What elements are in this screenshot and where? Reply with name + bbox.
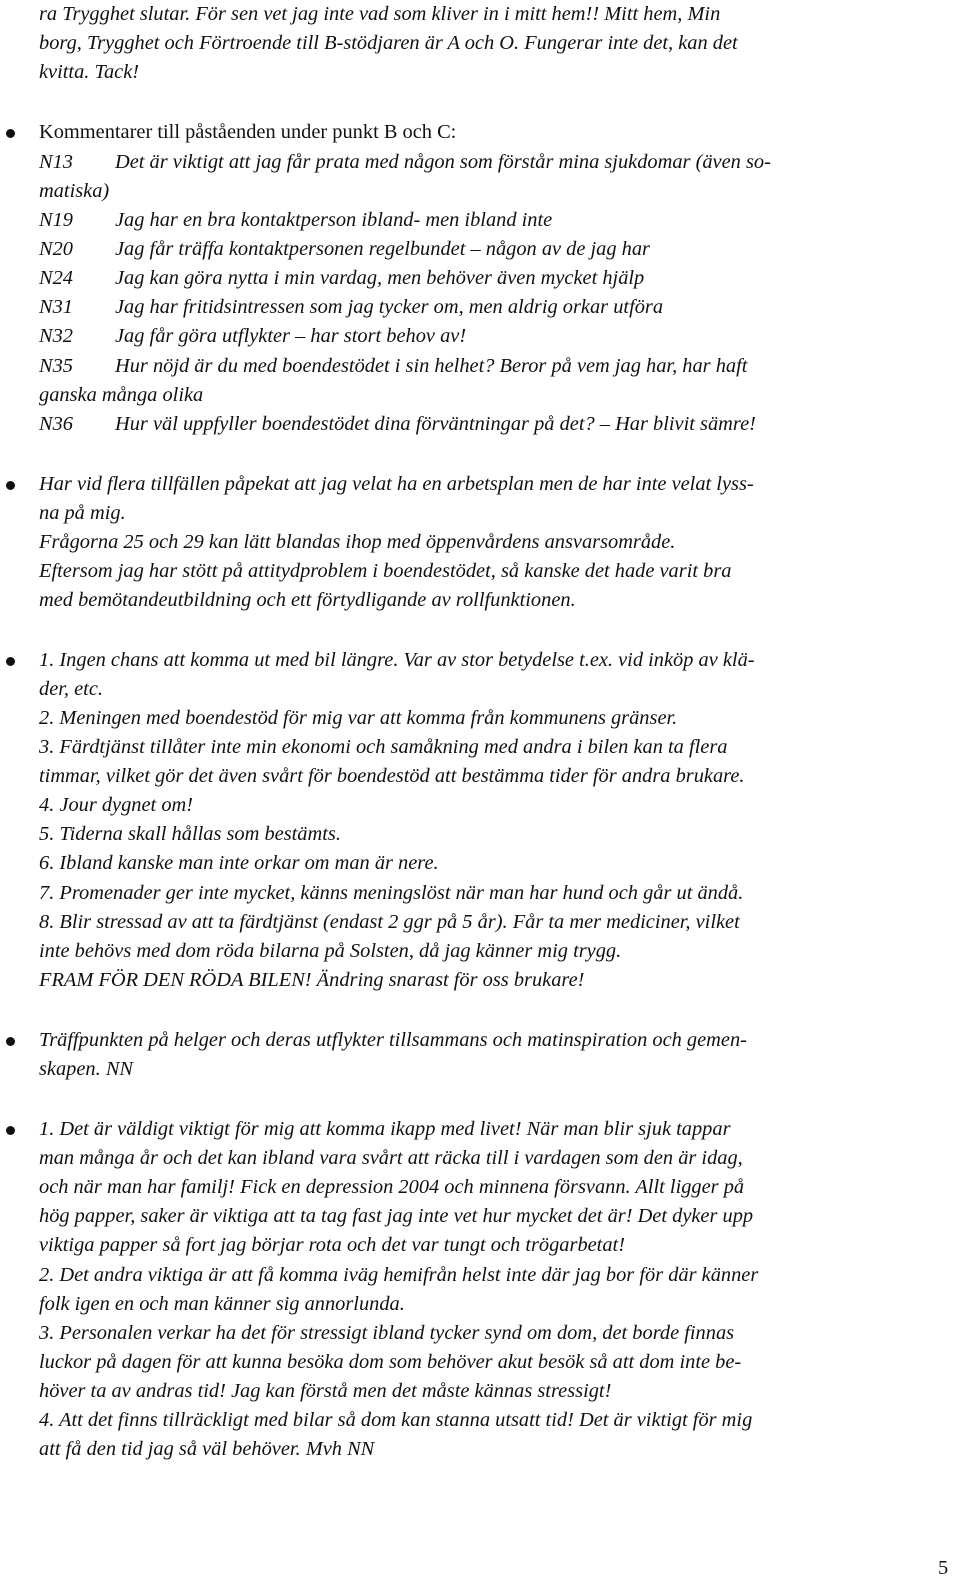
text-segment: Kommentarer till påståenden under punkt B och C: [39, 121, 457, 143]
text-line [39, 381, 203, 410]
text-line [39, 1319, 734, 1348]
text-line [39, 410, 756, 439]
text-segment: Beror på vem jag har, har haft [499, 355, 748, 377]
text-segment: luckor på dagen för att kunna besöka dom som behöver akut besök så att dom inte be- [39, 1351, 742, 1373]
text-line [39, 937, 621, 966]
text-line [39, 586, 576, 615]
text-segment: Jag får göra utflykter – har stort behov av! [115, 325, 467, 347]
text-segment: inte behövs med dom röda bilarna på Solsten, då jag känner mig trygg. [39, 940, 622, 962]
text-segment: kvitta. Tack! [39, 61, 140, 83]
text-segment: 2. Det andra viktiga är att få komma iväg hemifrån helst inte där jag bor för där känner [39, 1264, 759, 1286]
text-segment: timmar, vilket gör det även svårt för boendestöd att bestämma tider för andra brukare. [39, 765, 745, 787]
text-line [39, 352, 747, 381]
text-segment: höver ta av andras tid! Jag kan förstå men det måste kännas stressigt! [39, 1380, 612, 1402]
text-line [39, 206, 552, 235]
text-line [39, 1377, 611, 1406]
text-segment: Jag kan göra nytta i min vardag, men behöver även mycket hjälp [115, 267, 645, 289]
text-line [39, 1026, 747, 1055]
text-segment: na på mig. [39, 502, 126, 524]
text-segment: skapen. NN [39, 1058, 134, 1080]
text-segment: 3. Färdtjänst tillåter inte min ekonomi och samåkning med andra i bilen kan ta flera [39, 736, 728, 758]
question-code: N20 [39, 238, 73, 260]
text-segment: hög papper, saker är viktiga att ta tag fast jag inte vet hur mycket det är! Det dyker upp [39, 1205, 754, 1227]
text-segment: att få den tid jag så väl behöver. Mvh NN [39, 1438, 375, 1460]
question-code: N13 [39, 151, 73, 173]
text-segment: 6. Ibland kanske man inte orkar om man är nere. [39, 852, 439, 874]
text-segment: viktiga papper så fort jag börjar rota och det var tungt och trögarbetat! [39, 1234, 626, 1256]
text-line [39, 148, 771, 177]
text-segment: 3. Personalen verkar ha det för stressigt ibland tycker synd om dom, det borde finnas [39, 1322, 735, 1344]
question-code: N32 [39, 325, 73, 347]
bullet-icon [6, 481, 15, 490]
text-segment: 1. Det är väldigt viktigt för mig att komma ikapp med livet! När man blir sjuk tappar [39, 1118, 731, 1140]
text-line [39, 1231, 625, 1260]
text-segment: Jag har fritidsintressen som jag tycker om, men aldrig orkar utföra [115, 296, 664, 318]
text-line [39, 849, 439, 878]
text-segment: 4. Att det finns tillräckligt med bilar så dom kan stanna utsatt tid! Det är viktigt för mig [39, 1409, 753, 1431]
text-segment: Jag har en bra kontaktperson ibland- men ibland inte [115, 209, 553, 231]
text-segment: 2. Meningen med boendestöd för mig var att komma från kommunens gränser. [39, 707, 678, 729]
text-segment: Eftersom jag har stött på attitydproblem i boendestödet, så kanske det hade varit bra [39, 560, 732, 582]
text-segment: man många år och det kan ibland vara svårt att räcka till i vardagen som den är idag, [39, 1147, 743, 1169]
text-segment: 5. Tiderna skall hållas som bestämts. [39, 823, 341, 845]
bullet-icon [6, 129, 15, 138]
question-code: N36 [39, 413, 73, 435]
text-segment: 8. Blir stressad av att ta färdtjänst (endast 2 ggr på 5 år). Får ta mer mediciner, vilket [39, 911, 740, 933]
text-line [39, 58, 139, 87]
text-segment: ra Trygghet slutar. För sen vet jag inte vad som kliver in i mitt hem!! Mitt hem, Min [39, 3, 721, 25]
text-line [39, 293, 663, 322]
text-line [39, 733, 727, 762]
text-line [39, 29, 738, 58]
text-line [39, 0, 720, 29]
text-line [39, 177, 109, 206]
text-line [39, 264, 644, 293]
text-segment: borg, Trygghet och Förtroende till B-stödjaren är A och O. Fungerar inte det, kan det [39, 32, 738, 54]
text-line [39, 499, 126, 528]
text-segment: Frågorna 25 och 29 kan lätt blandas ihop med öppenvårdens ansvarsområde. [39, 531, 676, 553]
text-line [39, 820, 341, 849]
text-line [39, 1202, 753, 1231]
text-segment: 1. Ingen chans att komma ut med bil längre. Var av stor betydelse t.ex. vid inköp av klä- [39, 649, 755, 671]
text-line [39, 704, 677, 733]
text-line [39, 762, 744, 791]
text-line [39, 1290, 405, 1319]
bullet-icon [6, 1037, 15, 1046]
text-line [39, 528, 675, 557]
text-line [39, 322, 466, 351]
text-line [39, 1435, 374, 1464]
text-line [39, 646, 755, 675]
question-code: N31 [39, 296, 73, 318]
text-segment: ganska många olika [39, 384, 204, 406]
question-code: N35 [39, 355, 73, 377]
text-line [39, 1055, 133, 1084]
text-line [39, 1115, 731, 1144]
text-line [39, 557, 731, 586]
text-segment: FRAM FÖR DEN RÖDA BILEN! Ändring snarast för oss brukare! [39, 969, 585, 991]
text-segment: 7. Promenader ger inte mycket, känns meningslöst när man har hund och går ut ändå. [39, 882, 744, 904]
text-line [39, 1173, 744, 1202]
text-line [39, 1348, 741, 1377]
text-segment: och när man har familj! Fick en depression 2004 och minnena försvann. Allt ligger på [39, 1176, 745, 1198]
question-code: N24 [39, 267, 73, 289]
text-line [39, 1144, 743, 1173]
text-line [39, 1261, 758, 1290]
text-line [39, 879, 743, 908]
text-line [39, 675, 103, 704]
text-segment: matiska) [39, 180, 110, 202]
text-line [39, 235, 650, 264]
text-line [39, 1406, 752, 1435]
text-line [39, 966, 584, 995]
bullet-icon [6, 657, 15, 666]
text-line [39, 118, 456, 147]
text-segment: folk igen en och man känner sig annorlunda. [39, 1293, 405, 1315]
text-segment: 4. Jour dygnet om! [39, 794, 194, 816]
text-segment: Det är viktigt att jag får prata med någon som förstår mina sjukdomar (även so- [115, 151, 771, 173]
text-line [39, 791, 193, 820]
bullet-icon [6, 1126, 15, 1135]
question-code: N19 [39, 209, 73, 231]
page-number: 5 [938, 1557, 949, 1579]
text-line [39, 470, 754, 499]
text-segment: Hur nöjd är du med boendestödet i sin helhet? [115, 355, 500, 377]
text-line [39, 908, 740, 937]
text-segment: Har vid flera tillfällen påpekat att jag velat ha en arbetsplan men de har inte velat lyss- [39, 473, 754, 495]
text-segment: der, etc. [39, 678, 103, 700]
text-segment: med bemötandeutbildning och ett förtydligande av rollfunktionen. [39, 589, 576, 611]
text-segment: Jag får träffa kontaktpersonen regelbundet – någon av de jag har [115, 238, 650, 260]
text-segment: Träffpunkten på helger och deras utflykter tillsammans och matinspiration och gemen- [39, 1029, 747, 1051]
text-segment: Hur väl uppfyller boendestödet dina förväntningar på det? – Har blivit sämre! [115, 413, 756, 435]
